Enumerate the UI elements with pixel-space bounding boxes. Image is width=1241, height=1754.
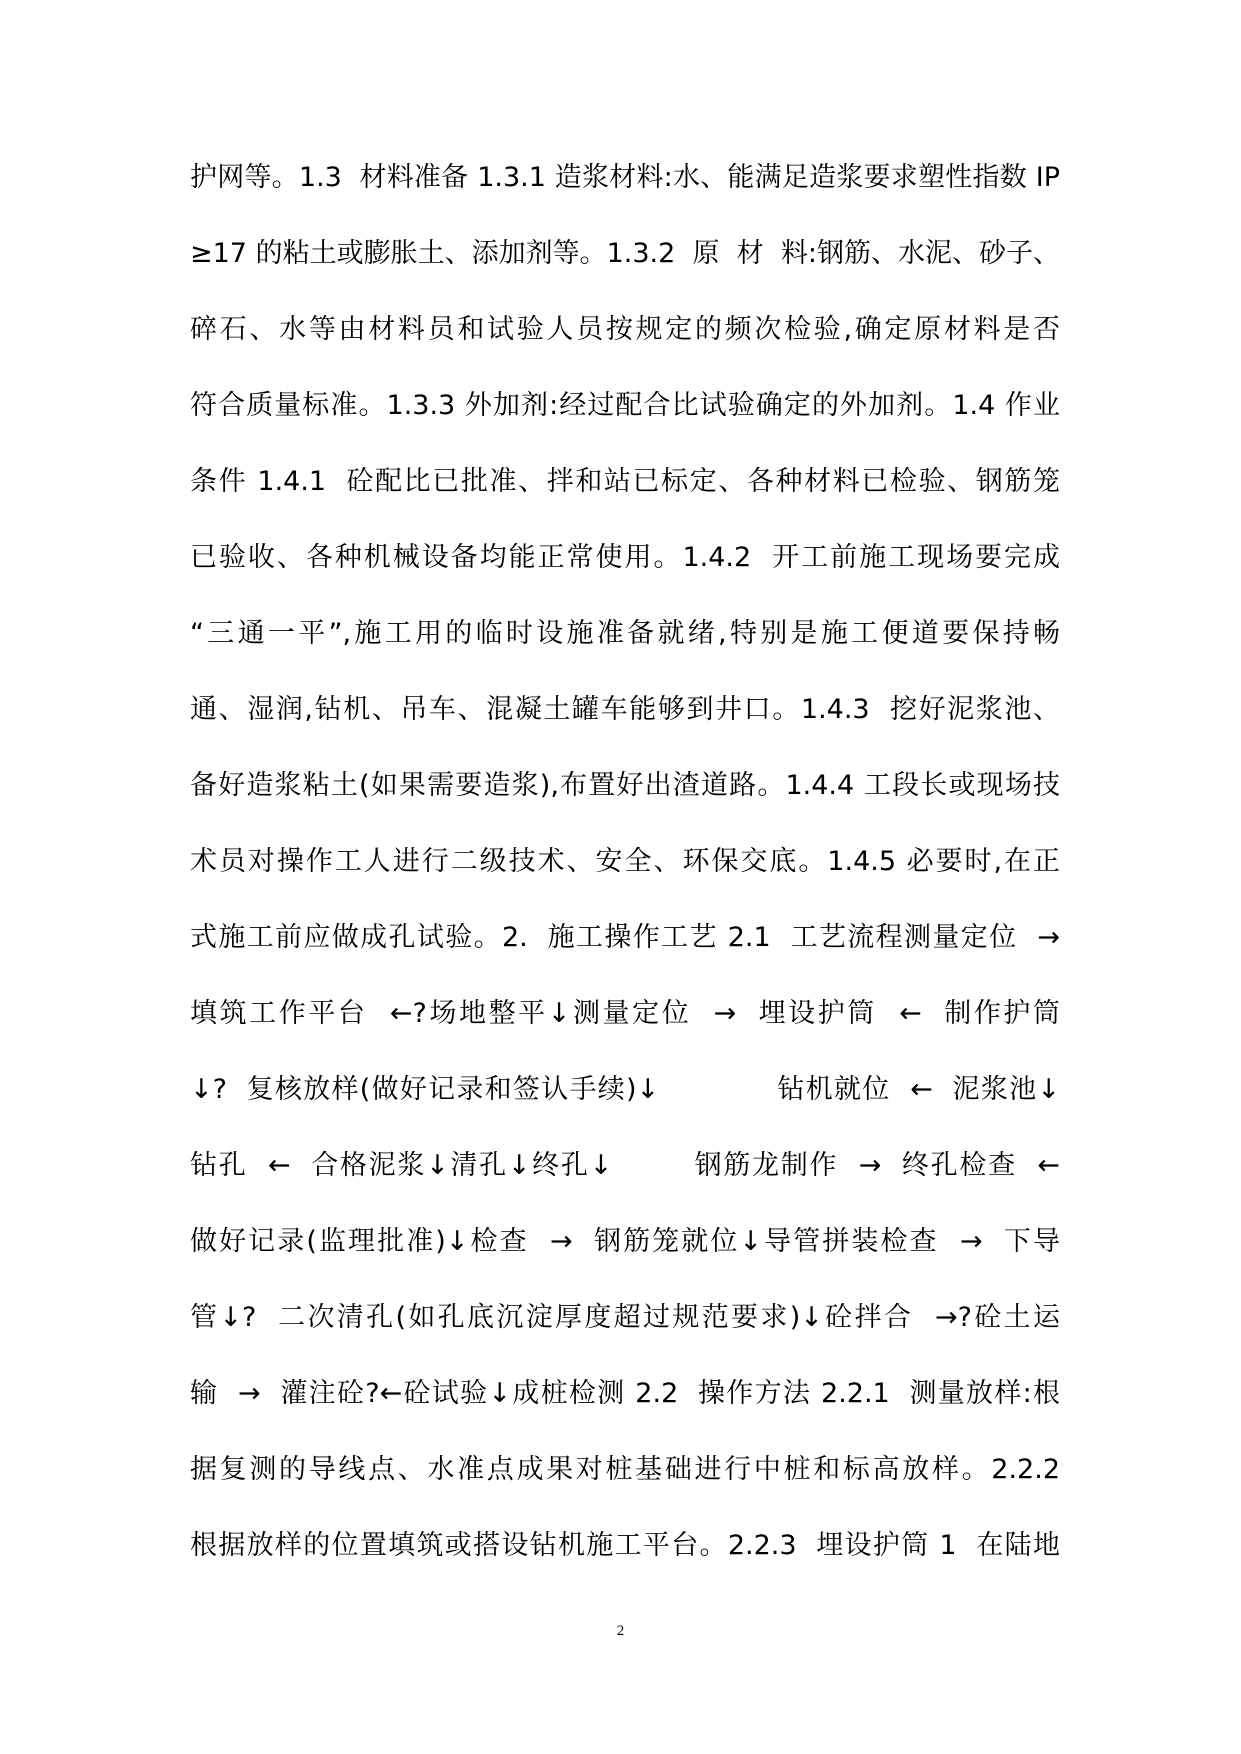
text-line: 据复测的导线点、水准点成果对桩基础进行中桩和标高放样。2.2.2 <box>190 1454 1060 1485</box>
text-line: 钻孔 ← 合格泥浆↓清孔↓终孔↓ 钢筋龙制作 → 终孔检查 ← <box>190 1150 1060 1181</box>
text-line: 符合质量标准。1.3.3 外加剂:经过配合比试验确定的外加剂。1.4 作业 <box>190 390 1060 421</box>
text-line: 填筑工作平台 ←?场地整平↓测量定位 → 埋设护筒 ← 制作护筒 <box>190 998 1060 1029</box>
text-line: “三通一平”,施工用的临时设施准备就绪,特别是施工便道要保持畅 <box>190 618 1060 649</box>
text-line: 根据放样的位置填筑或搭设钻机施工平台。2.2.3 埋设护筒 1 在陆地 <box>190 1530 1060 1561</box>
text-line: 通、湿润,钻机、吊车、混凝土罐车能够到井口。1.4.3 挖好泥浆池、 <box>190 694 1060 725</box>
page-number: 2 <box>616 1623 625 1639</box>
text-line: 护网等。1.3 材料准备 1.3.1 造浆材料:水、能满足造浆要求塑性指数 IP <box>190 162 1060 193</box>
text-line: 条件 1.4.1 砼配比已批准、拌和站已标定、各种材料已检验、钢筋笼 <box>190 466 1060 497</box>
text-line: 式施工前应做成孔试验。2. 施工操作工艺 2.1 工艺流程测量定位 → <box>190 922 1060 953</box>
body-text <box>190 140 1060 1584</box>
text-line: 输 → 灌注砼?←砼试验↓成桩检测 2.2 操作方法 2.2.1 测量放样:根 <box>190 1378 1060 1409</box>
text-line: 备好造浆粘土(如果需要造浆),布置好出渣道路。1.4.4 工段长或现场技 <box>190 770 1060 801</box>
text-line: 做好记录(监理批准)↓检查 → 钢筋笼就位↓导管拼装检查 → 下导 <box>190 1226 1060 1257</box>
text-line: ≥17 的粘土或膨胀土、添加剂等。1.3.2 原 材 料:钢筋、水泥、砂子、 <box>190 238 1060 269</box>
text-line: 已验收、各种机械设备均能正常使用。1.4.2 开工前施工现场要完成 <box>190 542 1060 573</box>
text-line: 碎石、水等由材料员和试验人员按规定的频次检验,确定原材料是否 <box>190 314 1060 345</box>
text-line: 管↓? 二次清孔(如孔底沉淀厚度超过规范要求)↓砼拌合 →?砼土运 <box>190 1302 1060 1333</box>
text-line: 术员对操作工人进行二级技术、安全、环保交底。1.4.5 必要时,在正 <box>190 846 1060 877</box>
text-line: ↓? 复核放样(做好记录和签认手续)↓ 钻机就位 ← 泥浆池↓ <box>190 1074 1060 1105</box>
